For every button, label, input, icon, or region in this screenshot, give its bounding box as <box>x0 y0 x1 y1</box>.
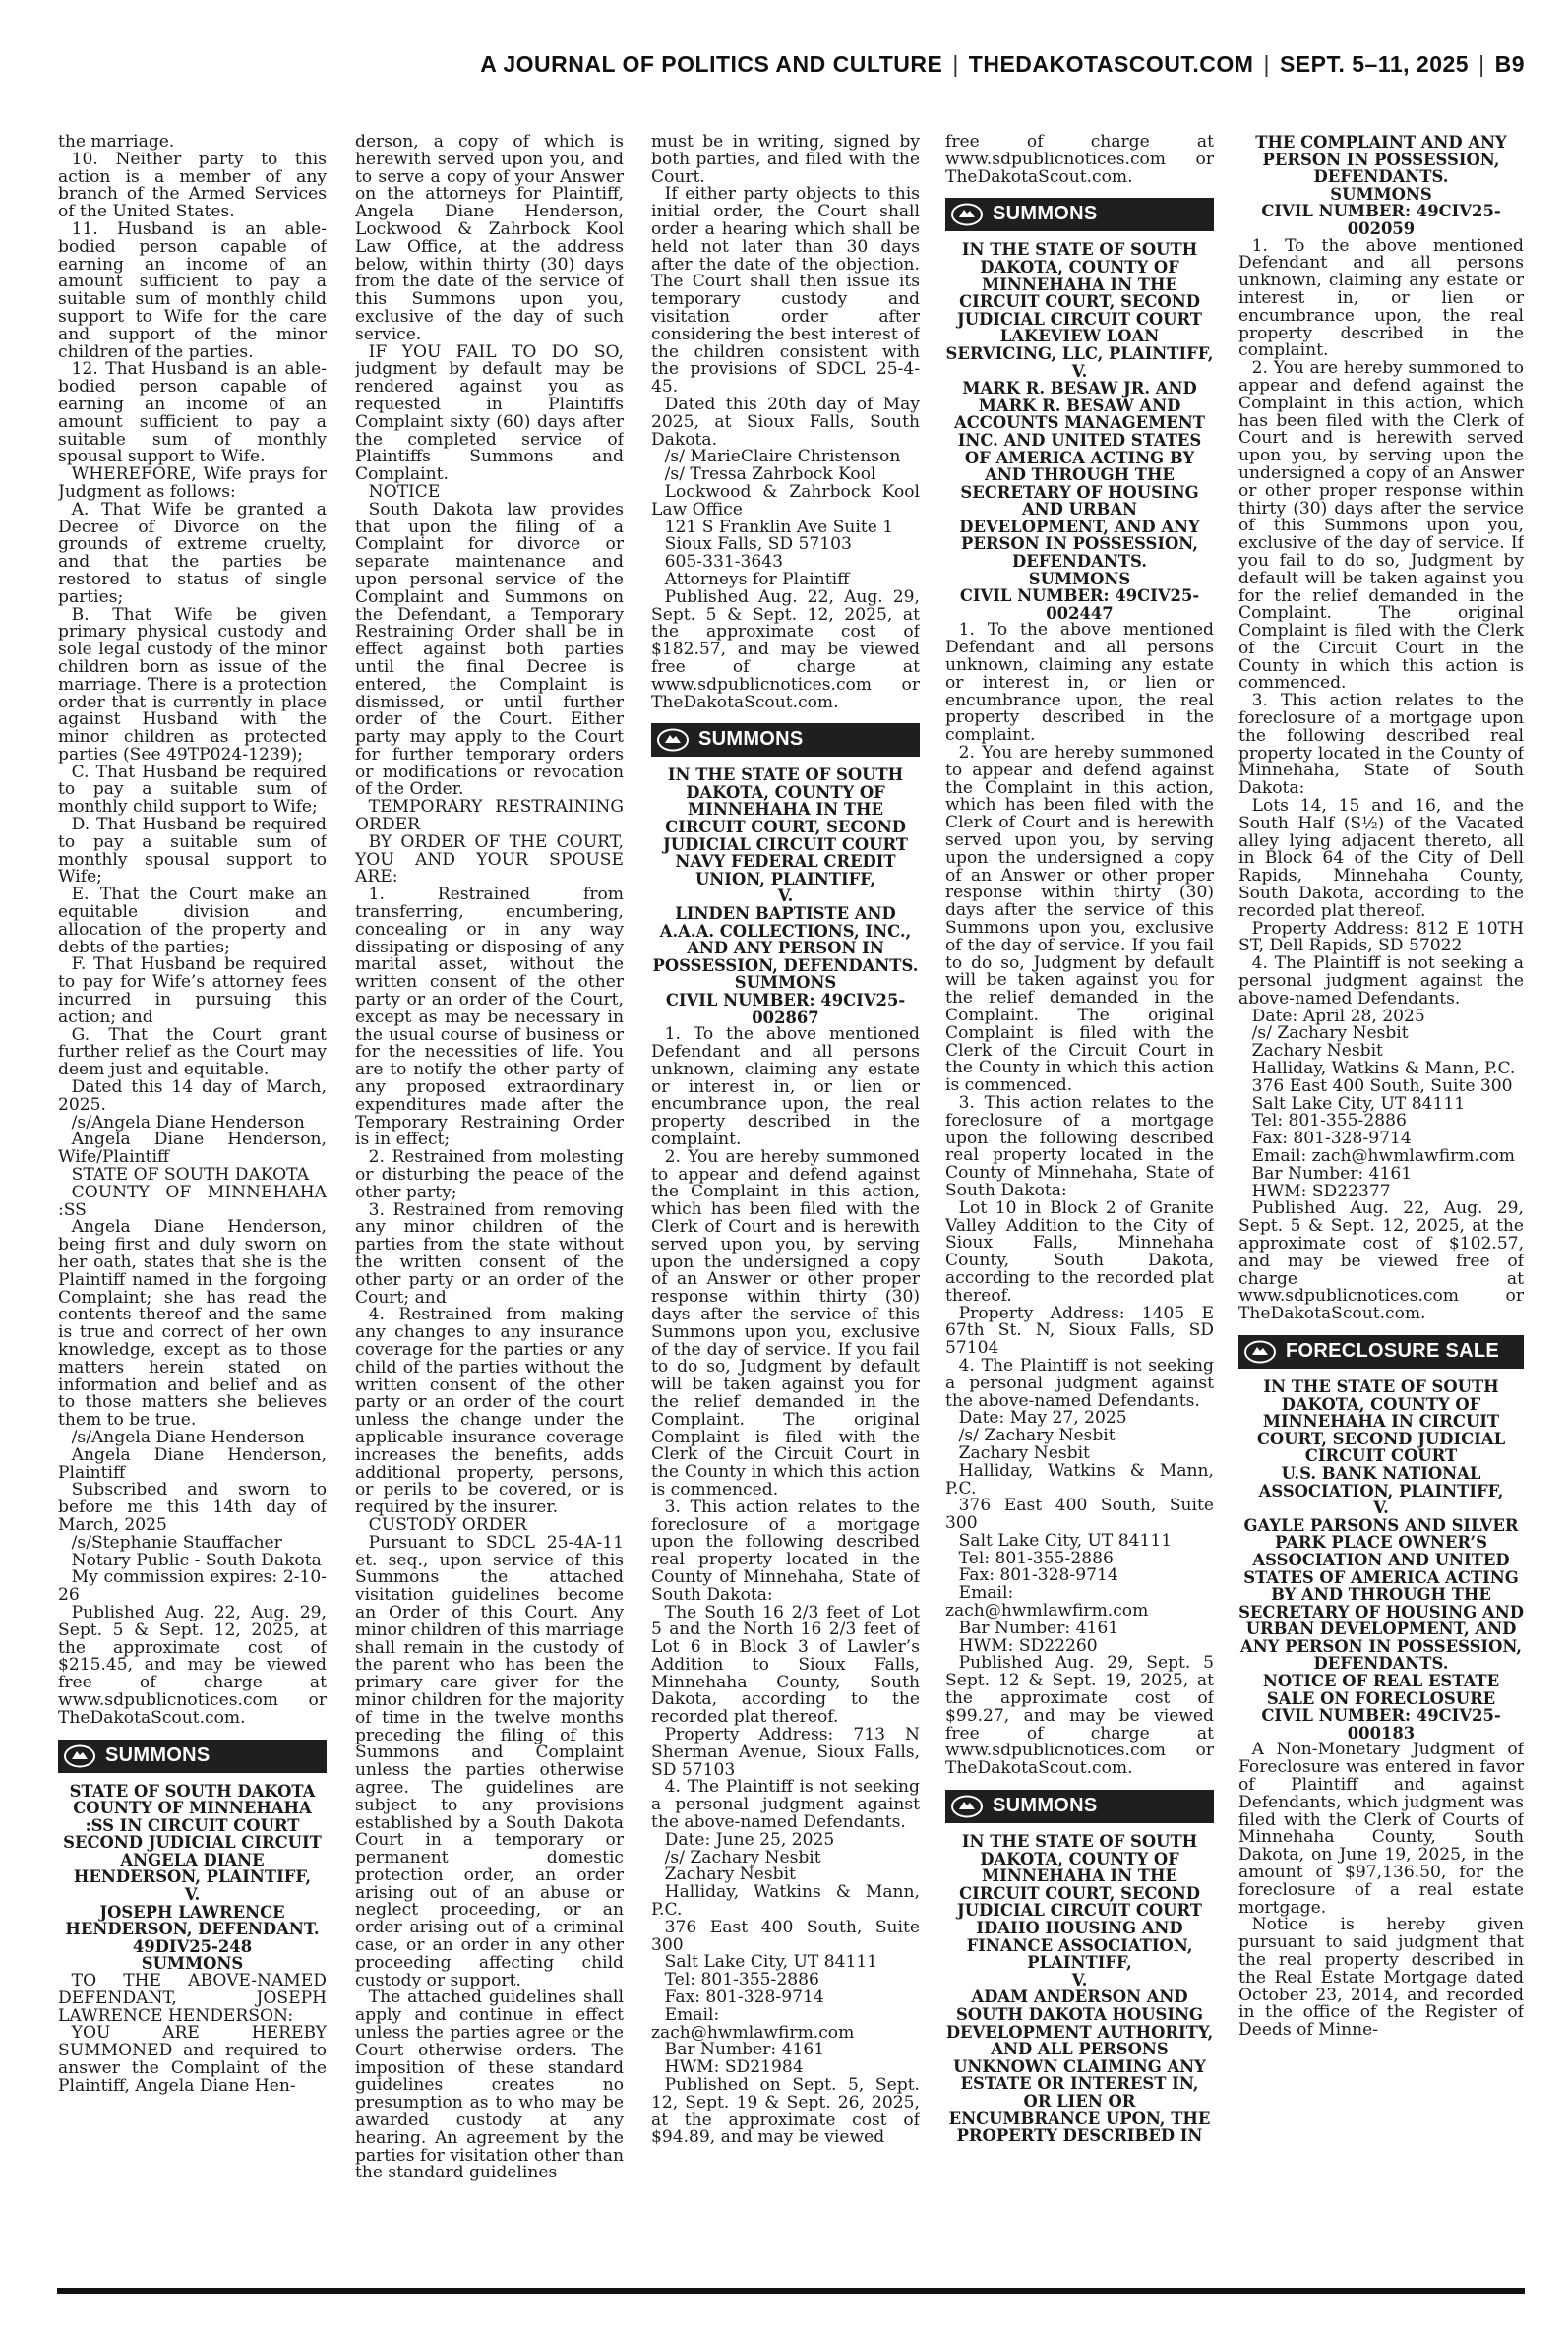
case-caption: SUMMONS <box>141 1954 244 1974</box>
notice-paragraph: Email: zach@hwmlawfirm.com <box>651 2004 855 2043</box>
case-caption: CIVIL NUMBER: 49CIV25-000183 <box>1261 1706 1501 1743</box>
case-caption: IN THE STATE OF SOUTH DAKOTA, COUNTY OF MINNEHAHA IN THE CIRCUIT COURT, SECOND JUDICIAL CIRCUIT COURT <box>957 240 1202 329</box>
case-caption: SUMMONS <box>1028 569 1131 588</box>
notice-paragraph: 2. Restrained from molesting or disturbing the peace of the other party; <box>355 1147 624 1202</box>
case-caption: 49DIV25-248 <box>132 1936 253 1956</box>
notice-paragraph: Lots 14, 15 and 16, and the South Half (S½) of the Vacated alley lying adjacent thereto, all in Block 64 of the City of Dell Rapids, Minnehaha County, South Dakota, according to the recorded plat thereof. <box>1238 796 1524 921</box>
section-header <box>945 1790 1214 1823</box>
notice-paragraph: Date: April 28, 2025 <box>1251 1006 1425 1026</box>
notice-paragraph: The South 16 2/3 feet of Lot 5 and the North 16 2/3 feet of Lot 6 in Block 3 of Lawler’s Addition to Sioux Falls, Minnehaha County, South Dakota, according to the recorded plat thereof. <box>651 1602 920 1728</box>
notice-paragraph: 4. The Plaintiff is not seeking a personal judgment against the above-named Defendants. <box>945 1355 1214 1411</box>
notice-paragraph: E. That the Court make an equitable division and allocation of the property and debts of the parties; <box>58 885 327 957</box>
notice-paragraph: Salt Lake City, UT 84111 <box>1251 1093 1466 1114</box>
column-1 <box>58 134 327 2283</box>
notice-paragraph: Published Aug. 22, Aug. 29, Sept. 5 & Sept. 12, 2025, at the approximate cost of $182.57, and may be viewed free of charge at www.sdpublicnotices.com or TheDakotaScout.com. <box>651 586 920 712</box>
publication-tagline: A JOURNAL OF POLITICS AND CULTURE <box>480 51 943 77</box>
notice-paragraph: 2. You are hereby summoned to appear and defend against the Complaint in this action, which has been filed with the Clerk of Court and is herewith served upon you, by serving upon the undersigned a copy of an Answer or other proper response within thirty (30) days after the service of this Summons upon you, exclusive of the day of service. If you fail to do so, Judgment by default will be taken against you for the relief demanded in the Complaint. The original Complaint is filed with the Clerk of the Circuit Court in the County in which this action is commenced. <box>945 743 1214 1096</box>
case-caption: GAYLE PARSONS AND SILVER PARK PLACE OWNER’S ASSOCIATION AND UNITED STATES OF AMERICA ACTING BY AND THROUGH THE SECRETARY OF HOUSING AND URBAN DEVELOPMENT, AND ANY PERSON IN POSSESSION, DEFENDANTS. <box>1238 1515 1524 1674</box>
case-caption: ADAM ANDERSON AND SOUTH DAKOTA HOUSING DEVELOPMENT AUTHORITY, AND ALL PERSONS UNKNOWN CLAIMING ANY ESTATE OR INTEREST IN, OR LIEN OR ENCUMBRANCE UPON, THE PROPERTY DESCRIBED IN <box>945 1988 1214 2146</box>
case-caption: V. <box>1071 1970 1088 1989</box>
notice-paragraph: A. That Wife be granted a Decree of Divorce on the grounds of extreme cruelty, and that the parties be restored to status of single parties; <box>58 499 327 607</box>
notice-paragraph: 1. To the above mentioned Defendant and all persons unknown, claiming any estate or interest in, or lien or encumbrance upon, the real property described in the complaint. <box>945 620 1214 746</box>
case-caption: IN THE STATE OF SOUTH DAKOTA, COUNTY OF MINNEHAHA IN CIRCUIT COURT, SECOND JUDICIAL CIRCUIT COURT <box>1256 1377 1506 1466</box>
notice-paragraph: 1. To the above mentioned Defendant and all persons unknown, claiming any estate or interest in, or lien or encumbrance upon, the real property described in the complaint. <box>1238 235 1524 361</box>
notice-paragraph: Bar Number: 4161 <box>664 2040 825 2060</box>
notice-paragraph: /s/Angela Diane Henderson <box>71 1427 305 1447</box>
case-caption: THE COMPLAINT AND ANY PERSON IN POSSESSION, DEFENDANTS. <box>1255 134 1507 187</box>
issue-date: SEPT. 5–11, 2025 <box>1279 51 1470 77</box>
section-header-label: SUMMONS <box>993 203 1098 225</box>
notice-paragraph: HWM: SD21984 <box>664 2057 804 2078</box>
notice-paragraph: 3. This action relates to the foreclosure of a mortgage upon the following described real property located in the County of Minnehaha, State of South Dakota: <box>651 1497 920 1605</box>
notice-paragraph: 3. Restrained from removing any minor children of the parties from the state without the written consent of the other party or an order of the Court; and <box>355 1199 624 1308</box>
header-separator: | <box>1478 51 1485 77</box>
notice-paragraph: Dated this 14 day of March, 2025. <box>58 1077 327 1115</box>
notice-paragraph: Zachary Nesbit <box>958 1442 1090 1463</box>
notice-paragraph: 2. You are hereby summoned to appear and defend against the Complaint in this action, which has been filed with the Clerk of Court and is herewith served upon you, by serving upon the undersigned a copy of an Answer or other proper response within thirty (30) days after the service of this Summons upon you, exclusive of the day of service. If you fail to do so, Judgment by default will be taken against you for the relief demanded in the Complaint. The original Complaint is filed with the Clerk of the Circuit Court in the County in which this action is commenced. <box>651 1146 920 1499</box>
notice-paragraph: Notary Public - South Dakota <box>71 1550 322 1570</box>
scout-logo-icon <box>1243 1339 1277 1365</box>
notice-paragraph: IF YOU FAIL TO DO SO, judgment by default may be rendered against you as requested in Plaintiffs Complaint sixty (60) days after the completed service of Plaintiffs Summons and Complaint. <box>355 341 624 485</box>
notice-paragraph: Property Address: 1405 E 67th St. N, Sioux Falls, SD 57104 <box>945 1303 1214 1359</box>
notice-paragraph: Subscribed and sworn to before me this 14th day of March, 2025 <box>58 1480 327 1535</box>
column-5 <box>1238 134 1524 2283</box>
case-caption: CIVIL NUMBER: 49CIV25-002447 <box>959 586 1200 623</box>
case-caption: ANGELA DIANE HENDERSON, PLAINTIFF, <box>73 1850 312 1887</box>
notice-paragraph: The attached guidelines shall apply and continue in effect unless the parties agree or the Court otherwise orders. The imposition of these standard guidelines creates no presumption as to who may be awarded custody at any hearing. An agreement by the parties for visitation other than the standard guidelines <box>355 1988 624 2183</box>
notice-paragraph: /s/ Zachary Nesbit <box>1251 1023 1409 1044</box>
page-number: B9 <box>1494 51 1525 77</box>
column-3 <box>651 134 920 2283</box>
notice-paragraph: My commission expires: 2-10-26 <box>58 1567 327 1606</box>
notice-paragraph: Tel: 801-355-2886 <box>1251 1111 1407 1132</box>
case-caption: CIVIL NUMBER: 49CIV25-002867 <box>665 991 906 1027</box>
notice-paragraph: 1. To the above mentioned Defendant and all persons unknown, claiming any estate or interest in, or lien or encumbrance upon, the real property described in the complaint. <box>651 1024 920 1149</box>
notice-paragraph: Notice is hereby given pursuant to said judgment that the real property described in the Real Estate Mortgage dated October 23, 2014, and recorded in the office of the Register of Deeds of Minne- <box>1238 1915 1524 2041</box>
notice-paragraph: YOU ARE HEREBY SUMMONED and required to answer the Complaint of the Plaintiff, Angela Diane Hen- <box>58 2023 327 2096</box>
notice-paragraph: Published Aug. 29, Sept. 5 Sept. 12 & Sept. 19, 2025, at the approximate cost of $99.27, and may be viewed free of charge at www.sdpublicnotices.com or TheDakotaScout.com. <box>945 1653 1214 1779</box>
notice-paragraph: South Dakota law provides that upon the filing of a Complaint for divorce or separate maintenance and upon personal service of the Complaint and Summons on the Defendant, a Temporary Restraining Order shall be in effect against both parties until the final Decree is entered, the Complaint is dismissed, or until further order of the Court. Either party may apply to the Court for further temporary orders or modifications or revocation of the Order. <box>355 499 624 800</box>
notice-paragraph: 1. Restrained from transferring, encumbering, concealing or in any way dissipating or disposing of any marital asset, without the written consent of the other party or an order of the Court, except as may be necessary in the usual course of business or for the necessities of life. You are to notify the other party of any proposed extraordinary expenditures made after the Temporary Restraining Order is in effect; <box>355 885 624 1150</box>
notice-paragraph: Date: May 27, 2025 <box>958 1408 1127 1429</box>
header-separator: | <box>1263 51 1270 77</box>
case-caption: SUMMONS <box>734 973 837 993</box>
notice-paragraph: A Non-Monetary Judgment of Foreclosure was entered in favor of Plaintiff and against Defendants, which judgment was filed with the Clerk of Courts of Minnehaha County, South Dakota, on June 19, 2025, in the amount of $97,136.50, for the foreclosure of a real estate mortgage. <box>1238 1740 1524 1918</box>
notice-paragraph: Salt Lake City, UT 84111 <box>664 1952 878 1973</box>
notice-paragraph: 605-331-3643 <box>664 552 783 573</box>
case-caption: V. <box>184 1885 201 1905</box>
notice-paragraph: C. That Husband be required to pay a suitable sum of monthly child support to Wife; <box>58 762 327 818</box>
notice-paragraph: Sioux Falls, SD 57103 <box>664 534 852 555</box>
notice-paragraph: Property Address: 713 N Sherman Avenue, Sioux Falls, SD 57103 <box>651 1725 920 1780</box>
column-2 <box>355 134 624 2283</box>
notice-paragraph: WHEREFORE, Wife prays for Judgment as follows: <box>58 464 327 502</box>
notice-paragraph: 3. This action relates to the foreclosure of a mortgage upon the following described real property located in the County of Minnehaha, State of South Dakota: <box>1238 691 1524 799</box>
case-caption: CIVIL NUMBER: 49CIV25-002059 <box>1261 202 1501 238</box>
case-caption: U.S. BANK NATIONAL ASSOCIATION, PLAINTIFF, <box>1258 1463 1504 1500</box>
notice-paragraph: Email: zach@hwmlawfirm.com <box>945 1583 1149 1621</box>
section-header <box>651 723 920 757</box>
bottom-rule <box>57 2288 1525 2294</box>
notice-paragraph: F. That Husband be required to pay for Wife’s attorney fees incurred in pursuing this action; and <box>58 954 327 1027</box>
header-line <box>480 51 1525 78</box>
case-caption: IN THE STATE OF SOUTH DAKOTA, COUNTY OF MINNEHAHA IN THE CIRCUIT COURT, SECOND JUDICIAL CIRCUIT COURT <box>663 765 908 854</box>
notice-paragraph: CUSTODY ORDER <box>368 1514 527 1535</box>
notice-paragraph: /s/Angela Diane Henderson <box>71 1112 305 1132</box>
notice-paragraph: Halliday, Watkins & Mann, P.C. <box>651 1882 920 1921</box>
notice-paragraph: G. That the Court grant further relief as the Court may deem just and equitable. <box>58 1024 327 1080</box>
notice-paragraph: TEMPORARY RESTRAINING ORDER <box>355 797 624 835</box>
notice-paragraph: Angela Diane Henderson, Wife/Plaintiff <box>58 1130 327 1168</box>
notice-paragraph: B. That Wife be given primary physical custody and sole legal custody of the minor children born as issue of the marriage. There is a protection order that is currently in place against Husband with the minor children as protected parties (See 49TP024-1239); <box>58 604 327 765</box>
notice-paragraph: Email: zach@hwmlawfirm.com <box>1251 1146 1515 1166</box>
notice-paragraph: 376 East 400 South, Suite 300 <box>1251 1075 1513 1096</box>
notice-paragraph: Dated this 20th day of May 2025, at Sioux Falls, South Dakota. <box>651 394 920 450</box>
notice-paragraph: Halliday, Watkins & Mann, P.C. <box>1251 1059 1516 1079</box>
scout-logo-icon <box>950 202 984 227</box>
notice-paragraph: 11. Husband is an able-bodied person capable of earning an income of an amount sufficient to pay a suitable sum of monthly child support to Wife for the care and support of the minor children of the parties. <box>58 218 327 362</box>
notice-paragraph: TO THE ABOVE-NAMED DEFENDANT, JOSEPH LAWRENCE HENDERSON: <box>58 1971 327 2026</box>
notice-paragraph: /s/Stephanie Stauffacher <box>71 1532 282 1553</box>
case-caption: MARK R. BESAW JR. AND MARK R. BESAW AND ACCOUNTS MANAGEMENT INC. AND UNITED STATES OF AMERICA ACTING BY AND THROUGH THE SECRETARY OF HOUSING AND URBAN DEVELOPMENT, AND ANY PERSON IN POSSESSION, DEFENDANTS. <box>954 379 1205 572</box>
case-caption: SUMMONS <box>1330 184 1432 204</box>
notice-paragraph: Halliday, Watkins & Mann, P.C. <box>945 1460 1214 1499</box>
notice-paragraph: Angela Diane Henderson, Plaintiff <box>58 1444 327 1483</box>
notice-paragraph: Bar Number: 4161 <box>958 1618 1119 1638</box>
scout-logo-icon <box>656 727 690 753</box>
notice-paragraph: Published Aug. 22, Aug. 29, Sept. 5 & Sept. 12, 2025, at the approximate cost of $215.45, and may be viewed free of charge at www.sdpublicnotices.com or TheDakotaScout.com. <box>58 1602 327 1728</box>
continued-paragraph: free of charge at www.sdpublicnotices.com or TheDakotaScout.com. <box>945 134 1214 187</box>
notice-paragraph: Tel: 801-355-2886 <box>958 1548 1114 1568</box>
notice-paragraph: Date: June 25, 2025 <box>664 1829 835 1850</box>
case-caption: JOSEPH LAWRENCE HENDERSON, DEFENDANT. <box>65 1902 320 1939</box>
section-header <box>58 1740 327 1773</box>
notice-paragraph: COUNTY OF MINNEHAHA :SS <box>58 1182 327 1220</box>
scout-logo-icon <box>950 1794 984 1819</box>
notice-paragraph: Zachary Nesbit <box>664 1865 796 1885</box>
notice-paragraph: 121 S Franklin Ave Suite 1 <box>664 517 894 537</box>
notice-paragraph: Bar Number: 4161 <box>1251 1163 1413 1184</box>
case-caption: LAKEVIEW LOAN SERVICING, LLC, PLAINTIFF, <box>945 327 1214 363</box>
column-4 <box>945 134 1214 2283</box>
case-caption: IN THE STATE OF SOUTH DAKOTA, COUNTY OF MINNEHAHA IN THE CIRCUIT COURT, SECOND JUDICIAL CIRCUIT COURT <box>957 1832 1202 1921</box>
notice-paragraph: D. That Husband be required to pay a suitable sum of monthly spousal support to Wife; <box>58 815 327 887</box>
notice-paragraph: Attorneys for Plaintiff <box>664 569 850 589</box>
notice-paragraph: Fax: 801-328-9714 <box>664 1988 824 2008</box>
notice-paragraph: Pursuant to SDCL 25-4A-11 et. seq., upon service of this Summons the attached visitation guidelines become an Order of this Court. Any minor children of this marriage shall remain in the custody of the parent who has been the primary care giver for the minor children for the majority of time in the twelve months preceding the filing of this Summons and Complaint unless the parties otherwise agree. The guidelines are subject to any provisions established by a South Dakota Court in a temporary or permanent domestic protection order, an order arising out of an abuse or neglect proceeding, or an order arising out of a criminal case, or an order in any other proceeding affecting child custody or support. <box>355 1532 624 1990</box>
case-caption: STATE OF SOUTH DAKOTA COUNTY OF MINNEHAHA :SS IN CIRCUIT COURT SECOND JUDICIAL CIRCUIT <box>63 1781 322 1853</box>
case-caption: LINDEN BAPTISTE AND A.A.A. COLLECTIONS, INC., AND ANY PERSON IN POSSESSION, DEFENDANTS. <box>652 904 919 975</box>
notice-paragraph: /s/ MarieClaire Christenson <box>664 447 901 467</box>
notice-paragraph: STATE OF SOUTH DAKOTA <box>71 1165 309 1186</box>
notice-paragraph: BY ORDER OF THE COURT, YOU AND YOUR SPOUSE ARE: <box>355 831 624 887</box>
section-header-label: SUMMONS <box>698 728 804 751</box>
notice-paragraph: If either party objects to this initial order, the Court shall order a hearing which shall be held not later than 30 days after the date of the objection. The Court shall then issue its temporary custody and visitation order after considering the best interest of the children consistent with the provisions of SDCL 25-4-45. <box>651 184 920 398</box>
scout-logo-icon <box>63 1744 96 1769</box>
continued-paragraph: the marriage. <box>58 134 175 152</box>
notice-paragraph: Lockwood & Zahrbock Kool Law Office <box>651 481 920 520</box>
notice-paragraph: Lot 10 in Block 2 of Granite Valley Addition to the City of Sioux Falls, Minnehaha County, South Dakota, according to the recorded plat thereof. <box>945 1197 1214 1306</box>
notice-paragraph: Angela Diane Henderson, being first and duly sworn on her oath, states that she is the Plaintiff named in the forgoing Complaint; she has read the contents thereof and the same is true and correct of her own knowledge, except as to those matters herein stated on information and belief and as to those matters she believes them to be true. <box>58 1217 327 1431</box>
header-separator: | <box>952 51 959 77</box>
notice-paragraph: 376 East 400 South, Suite 300 <box>945 1496 1214 1534</box>
notice-paragraph: Published on Sept. 5, Sept. 12, Sept. 19 & Sept. 26, 2025, at the approximate cost of $94.89, and may be viewed <box>651 2075 920 2148</box>
continued-paragraph: must be in writing, signed by both parties, and filed with the Court. <box>651 134 920 187</box>
notice-paragraph: Zachary Nesbit <box>1251 1041 1383 1062</box>
notice-paragraph: Fax: 801-328-9714 <box>958 1565 1118 1586</box>
notice-paragraph: 4. The Plaintiff is not seeking a personal judgment against the above-named Defendants. <box>1238 953 1524 1009</box>
notice-paragraph: /s/ Zachary Nesbit <box>664 1847 821 1867</box>
notice-paragraph: HWM: SD22377 <box>1251 1181 1391 1201</box>
notice-paragraph: 4. Restrained from making any changes to any insurance coverage for the parties or any child of the parties without the written consent of the other party or an order of the court unless the change under the applicable insurance coverage increases the benefits, adds additional property, persons, or perils to be covered, or is required by the insurer. <box>355 1305 624 1518</box>
notice-paragraph: Property Address: 812 E 10TH ST, Dell Rapids, SD 57022 <box>1238 918 1524 956</box>
notice-paragraph: Tel: 801-355-2886 <box>664 1970 819 1990</box>
case-caption: NOTICE OF REAL ESTATE SALE ON FORECLOSURE <box>1262 1672 1500 1708</box>
notice-paragraph: 3. This action relates to the foreclosure of a mortgage upon the following described real property located in the County of Minnehaha, State of South Dakota: <box>945 1092 1214 1200</box>
notice-paragraph: Salt Lake City, UT 84111 <box>958 1530 1173 1551</box>
section-header <box>1238 1335 1524 1369</box>
case-caption: NAVY FEDERAL CREDIT UNION, PLAINTIFF, <box>675 852 896 888</box>
page-header <box>0 0 1568 77</box>
section-header-label: FORECLOSURE SALE <box>1286 1340 1500 1363</box>
case-caption: V. <box>1373 1499 1389 1518</box>
notice-paragraph: 4. The Plaintiff is not seeking a personal judgment against the above-named Defendants. <box>651 1777 920 1833</box>
section-header <box>945 198 1214 231</box>
case-caption: IDAHO HOUSING AND FINANCE ASSOCIATION, PLAINTIFF, <box>966 1919 1193 1973</box>
case-caption: V. <box>1071 361 1088 381</box>
notice-paragraph: 10. Neither party to this action is a member of any branch of the Armed Services of the United States. <box>58 149 327 222</box>
notice-paragraph: Published Aug. 22, Aug. 29, Sept. 5 & Sept. 12, 2025, at the approximate cost of $102.57, and may be viewed free of charge at www.sdpublicnotices.com or TheDakotaScout.com. <box>1238 1198 1524 1324</box>
notice-paragraph: 2. You are hereby summoned to appear and defend against the Complaint in this action, which has been filed with the Clerk of Court and is herewith served upon you, by serving upon the undersigned a copy of an Answer or other proper response within thirty (30) days after the service of this Summons upon you, exclusive of the day of service. If you fail to do so, Judgment by default will be taken against you for the relief demanded in the Complaint. The original Complaint is filed with the Clerk of the Circuit Court in the County in which this action is commenced. <box>1238 358 1524 694</box>
notice-paragraph: 376 East 400 South, Suite 300 <box>651 1917 920 1955</box>
continued-paragraph: derson, a copy of which is herewith served upon you, and to serve a copy of your Answer on the attorneys for Plaintiff, Angela Diane Henderson, Lockwood & Zahrbock Kool Law Office, at the address below, within thirty (30) days from the date of the service of this Summons upon you, exclusive of the day of such service. <box>355 134 624 344</box>
notice-paragraph: 12. That Husband is an able-bodied person capable of earning an income of an amount sufficient to pay a suitable sum of monthly spousal support to Wife. <box>58 359 327 467</box>
section-header-label: SUMMONS <box>993 1795 1098 1817</box>
website-link[interactable]: THEDAKOTASCOUT.COM <box>968 51 1254 77</box>
section-header-label: SUMMONS <box>105 1744 211 1766</box>
notice-paragraph: /s/ Tressa Zahrbock Kool <box>664 464 876 485</box>
notice-paragraph: Fax: 801-328-9714 <box>1251 1129 1412 1149</box>
notice-paragraph: HWM: SD22260 <box>958 1635 1098 1656</box>
notice-paragraph: /s/ Zachary Nesbit <box>958 1426 1116 1446</box>
notice-paragraph: NOTICE <box>368 481 441 502</box>
case-caption: V. <box>777 887 794 906</box>
